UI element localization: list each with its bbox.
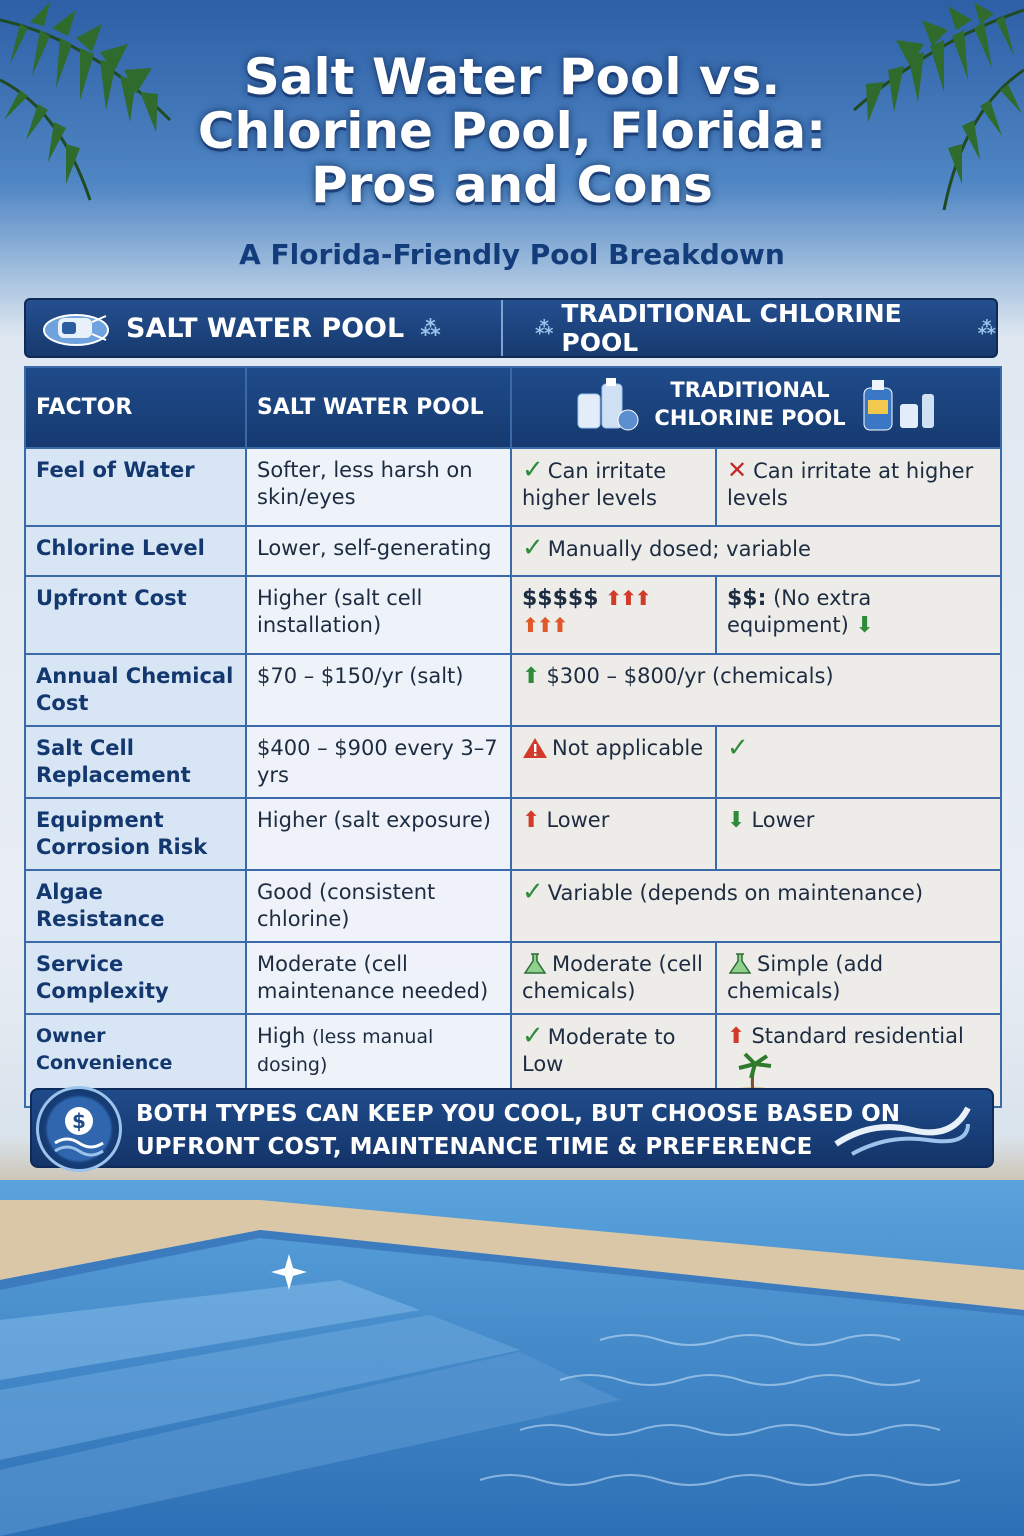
chlorine-cell — [716, 726, 1001, 798]
x-icon: ✕ — [727, 456, 748, 484]
band-chlorine-label: TRADITIONAL CHLORINE POOL — [561, 299, 902, 357]
check-icon: ✓ — [727, 733, 749, 763]
table-header-row — [25, 367, 1001, 448]
banner-line2: UPFRONT COST, MAINTENANCE TIME & PREFERENCE — [136, 1134, 813, 1160]
factor-cell: Salt Cell Replacement — [25, 726, 246, 798]
up-arrow-icon: ⬆ — [522, 664, 541, 689]
comparison-band — [24, 298, 998, 358]
dollar-water-icon — [36, 1086, 122, 1172]
chlorine-cell — [511, 870, 1001, 942]
down-arrow-icon: ⬇ — [855, 613, 874, 638]
header-salt: SALT WATER POOL — [246, 367, 511, 448]
factor-cell: Service Complexity — [25, 942, 246, 1014]
chlorine-value: Variable (depends on maintenance) — [547, 881, 924, 905]
salt-value: High — [257, 1024, 306, 1048]
factor-cell: Chlorine Level — [25, 526, 246, 576]
salt-cell: Higher (salt cell installation) — [246, 576, 511, 654]
header-chlorine-line1: TRADITIONAL — [670, 378, 830, 402]
chlorine-value: Can irritate at higher levels — [727, 459, 974, 510]
sparkle-icon: ⁂ — [535, 317, 554, 339]
chlorine-cell — [716, 798, 1001, 870]
table-row — [25, 654, 1001, 726]
chlorine-value: Moderate to Low — [522, 1025, 676, 1076]
check-icon: ✓ — [522, 455, 544, 485]
pool-cleaner-icon — [40, 308, 112, 348]
chlorine-cell — [511, 526, 1001, 576]
chlorine-value: Moderate (cell chemicals) — [522, 952, 703, 1003]
factor-cell: Annual Chemical Cost — [25, 654, 246, 726]
chlorine-cell — [511, 448, 716, 526]
salt-cell: Good (consistent chlorine) — [246, 870, 511, 942]
subtitle: A Florida-Friendly Pool Breakdown — [239, 238, 785, 271]
down-arrow-icon: ⬇ — [727, 808, 746, 833]
warning-icon — [522, 737, 548, 759]
table-row — [25, 870, 1001, 942]
header-factor: FACTOR — [25, 367, 246, 448]
factor-cell: Feel of Water — [25, 448, 246, 526]
up-arrow-icon: ⬆⬆⬆ — [522, 613, 567, 637]
chemical-containers-icon — [572, 376, 640, 432]
chemical-containers-icon — [860, 376, 940, 432]
check-icon: ✓ — [522, 533, 544, 563]
salt-cell: $400 – $900 every 3–7 yrs — [246, 726, 511, 798]
up-arrow-icon: ⬆ — [727, 1024, 746, 1049]
sparkle-icon: ⁂ — [977, 317, 996, 339]
table-row — [25, 526, 1001, 576]
up-arrow-icon: ⬆ — [522, 808, 541, 833]
table-row — [25, 448, 1001, 526]
flask-icon — [522, 953, 548, 975]
salt-value-note: (less manual dosing) — [257, 1026, 434, 1076]
sparkle-icon: ⁂ — [420, 316, 441, 340]
chlorine-value: Can irritate higher levels — [522, 459, 667, 510]
header-chlorine-line2: CHLORINE POOL — [654, 406, 846, 430]
chlorine-cell — [716, 448, 1001, 526]
chlorine-value: $300 – $800/yr (chemicals) — [546, 664, 834, 688]
chlorine-value: Lower — [751, 808, 815, 832]
banner-line1: BOTH TYPES CAN KEEP YOU COOL, BUT CHOOSE BASED ON — [136, 1101, 900, 1127]
check-icon: ✓ — [522, 877, 544, 907]
page-title: Salt Water Pool vs. Chlorine Pool, Florida: Pros and Cons — [197, 48, 827, 214]
comparison-table — [24, 366, 1002, 1108]
svg-text:$: $ — [72, 1109, 86, 1133]
pool-illustration — [0, 1180, 1024, 1536]
salt-cell: Moderate (cell maintenance needed) — [246, 942, 511, 1014]
factor-cell: Equipment Corrosion Risk — [25, 798, 246, 870]
salt-cell: $70 – $150/yr (salt) — [246, 654, 511, 726]
chlorine-cell — [511, 798, 716, 870]
up-arrow-icon: ⬆⬆⬆ — [605, 586, 650, 610]
salt-cell — [246, 448, 511, 526]
table-row — [25, 576, 1001, 654]
chlorine-value: Manually dosed; variable — [547, 537, 811, 561]
chlorine-cell — [511, 654, 1001, 726]
chlorine-cell — [511, 726, 716, 798]
table-row — [25, 798, 1001, 870]
salt-cell: Higher (salt exposure) — [246, 798, 511, 870]
factor-cell: Algae Resistance — [25, 870, 246, 942]
chlorine-cell — [511, 942, 716, 1014]
wave-icon — [832, 1100, 972, 1160]
salt-cell: Lower, self-generating — [246, 526, 511, 576]
cost-symbols: $$$$$ — [522, 586, 599, 611]
factor-cell: Owner Convenience — [25, 1014, 246, 1107]
factor-cell: Upfront Cost — [25, 576, 246, 654]
summary-banner — [30, 1088, 994, 1168]
salt-value: Softer, less harsh on skin/eyes — [257, 458, 473, 509]
chlorine-value: Lower — [546, 808, 610, 832]
chlorine-value: Standard residential — [751, 1024, 964, 1048]
chlorine-cell — [716, 942, 1001, 1014]
check-icon: ✓ — [522, 1021, 544, 1051]
table-row — [25, 726, 1001, 798]
chlorine-value: Not applicable — [552, 736, 704, 760]
header-chlorine — [511, 367, 1001, 448]
chlorine-cell — [511, 576, 716, 654]
chlorine-value: Simple (add chemicals) — [727, 952, 884, 1003]
cost-symbols: $$: — [727, 586, 767, 611]
table-row — [25, 942, 1001, 1014]
chlorine-value: (No extra equipment) — [727, 586, 872, 637]
band-salt-label: SALT WATER POOL — [126, 312, 405, 344]
flask-icon — [727, 953, 753, 975]
chlorine-cell — [716, 576, 1001, 654]
